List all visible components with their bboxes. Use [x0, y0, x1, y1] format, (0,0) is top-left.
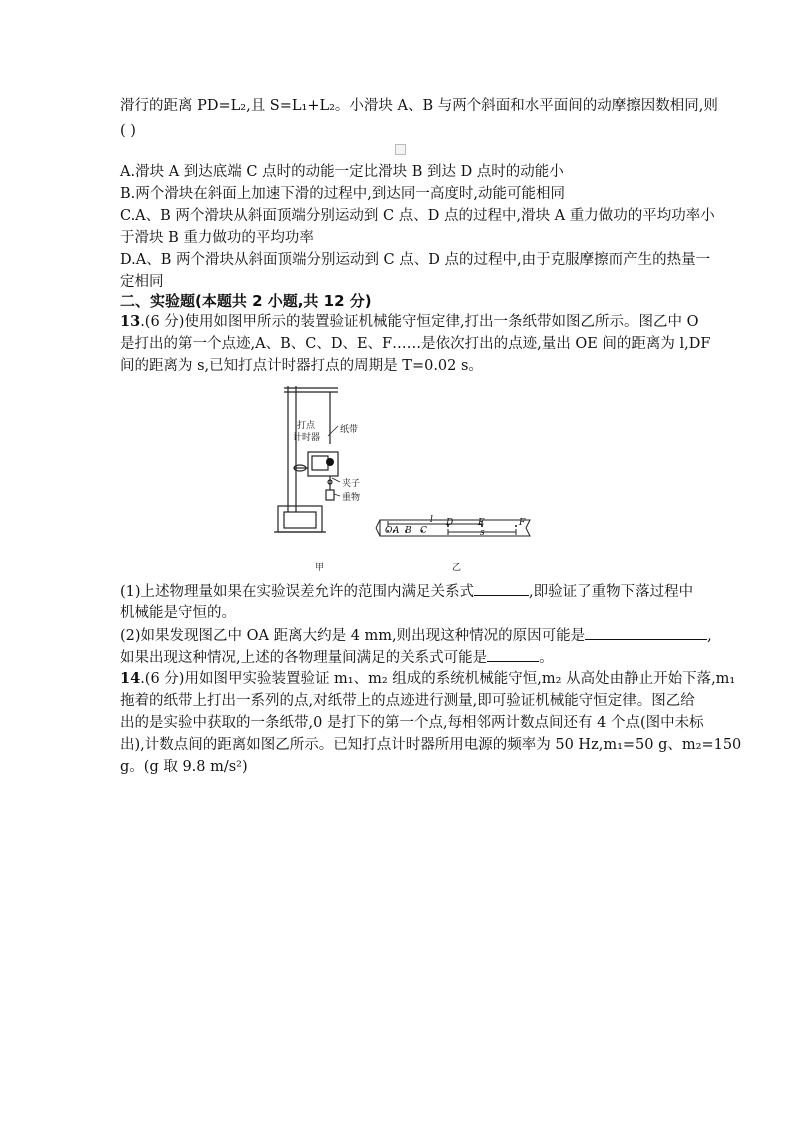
stand-base-inner — [284, 512, 316, 528]
timer-label-2: 计时器 — [293, 433, 321, 443]
q13-part2-text-b: , — [707, 628, 712, 644]
q13-part2-text-d: 。 — [539, 650, 554, 666]
q14-text-line1-body: .(6 分)用如图甲实验装置验证 m₁、m₂ 组成的系统机械能守恒,m₂ 从高处由静止开始下落,m₁ — [140, 671, 736, 687]
q13-part1-text-b: ,即验证了重物下落过程中 — [529, 584, 694, 600]
tape-label-f: F — [519, 518, 526, 528]
tape-outline — [380, 520, 530, 536]
q13-part1-line1 — [120, 581, 693, 602]
q14-text-line2: 拖着的纸带上打出一系列的点,对纸带上的点迹进行测量,即可验证机械能守恒定律。图乙给 — [120, 693, 695, 709]
q14-text-line1 — [120, 669, 735, 689]
q13-text-line2: 是打出的第一个点迹,A、B、C、D、E、F……是依次打出的点迹,量出 OE 间的距离为 l,DF — [120, 336, 711, 352]
weight-label: 重物 — [342, 493, 361, 503]
timer-dot — [326, 458, 334, 466]
q13-text-line1 — [120, 312, 699, 332]
tape-label-b: B — [405, 526, 412, 536]
tape-label-l: l — [430, 515, 433, 525]
weight-block — [326, 490, 334, 500]
tape-label-c: C — [420, 526, 427, 536]
tape-label-e: E — [478, 518, 485, 528]
q13-part2-text-a: (2)如果发现图乙中 OA 距离大约是 4 mm,则出现这种情况的原因可能是 — [120, 628, 586, 644]
q14-text-line5: g。(g 取 9.8 m/s²) — [120, 759, 248, 775]
tape-label-d: D — [446, 518, 454, 528]
q13-part1-blank[interactable] — [474, 581, 529, 596]
tape-point-f — [515, 525, 517, 527]
q14-text-line3: 出的是实验中获取的一条纸带,0 是打下的第一个点,每相邻两计数点间还有 4 个点(图中未标 — [120, 715, 704, 731]
q13-part1-text-a: (1)上述物理量如果在实验误差允许的范围内满足关系式 — [120, 584, 475, 600]
tape-label-a: A — [393, 526, 400, 536]
q13-part2-blank-2[interactable] — [487, 647, 539, 662]
clip-label: 夹子 — [342, 479, 361, 489]
q13-part2-line2 — [120, 647, 554, 668]
q13-figure — [260, 378, 550, 578]
q12-answer-bracket: ( ) — [120, 123, 136, 139]
tape-label: 纸带 — [340, 425, 359, 435]
q12-text-line1: 滑行的距离 PD=L₂,且 S=L₁+L₂。小滑块 A、B 与两个斜面和水平面间的动摩擦因数相同,则 — [120, 98, 718, 114]
q13-text-line3: 间的距离为 s,已知打点计时器打点的周期是 T=0.02 s。 — [120, 358, 483, 374]
q13-part1-line2: 机械能是守恒的。 — [120, 605, 236, 621]
tape-label-s: s — [480, 528, 485, 538]
q12-option-d-line1: D.A、B 两个滑块从斜面顶端分别运动到 C 点、D 点的过程中,由于克服摩擦而产生的热量一 — [120, 252, 711, 268]
q13-text-line1-body: .(6 分)使用如图甲所示的装置验证机械能守恒定律,打出一条纸带如图乙所示。图乙中 O — [140, 314, 699, 330]
q13-part2-blank-1[interactable] — [585, 625, 707, 640]
q12-option-c-line1: C.A、B 两个滑块从斜面顶端分别运动到 C 点、D 点的过程中,滑块 A 重力做功的平均功率小 — [120, 208, 715, 224]
tape-label-o: O — [385, 526, 393, 536]
q12-option-a: A.滑块 A 到达底端 C 点时的动能一定比滑块 B 到达 D 点时的动能小 — [120, 164, 564, 180]
q13-part2-line1 — [120, 625, 712, 646]
caption-b: 乙 — [452, 563, 462, 573]
caption-a: 甲 — [315, 563, 325, 573]
broken-image-icon — [395, 144, 406, 155]
timer-label-1: 打点 — [297, 421, 316, 431]
q13-number: 13 — [120, 313, 141, 330]
timer-box-inner — [312, 456, 328, 470]
q13-part2-text-c: 如果出现这种情况,上述的各物理量间满足的关系式可能是 — [120, 650, 488, 666]
q12-option-b: B.两个滑块在斜面上加速下滑的过程中,到达同一高度时,动能可能相同 — [120, 186, 565, 202]
q14-number: 14 — [120, 670, 141, 687]
q14-text-line4: 出),计数点间的距离如图乙所示。已知打点计时器所用电源的频率为 50 Hz,m₁=50 g、m₂=150 — [120, 737, 742, 753]
q12-option-d-line2: 定相同 — [120, 274, 164, 290]
q12-option-c-line2: 于滑块 B 重力做功的平均功率 — [120, 230, 314, 246]
section-heading-experiments: 二、实验题(本题共 2 小题,共 12 分) — [120, 292, 372, 310]
